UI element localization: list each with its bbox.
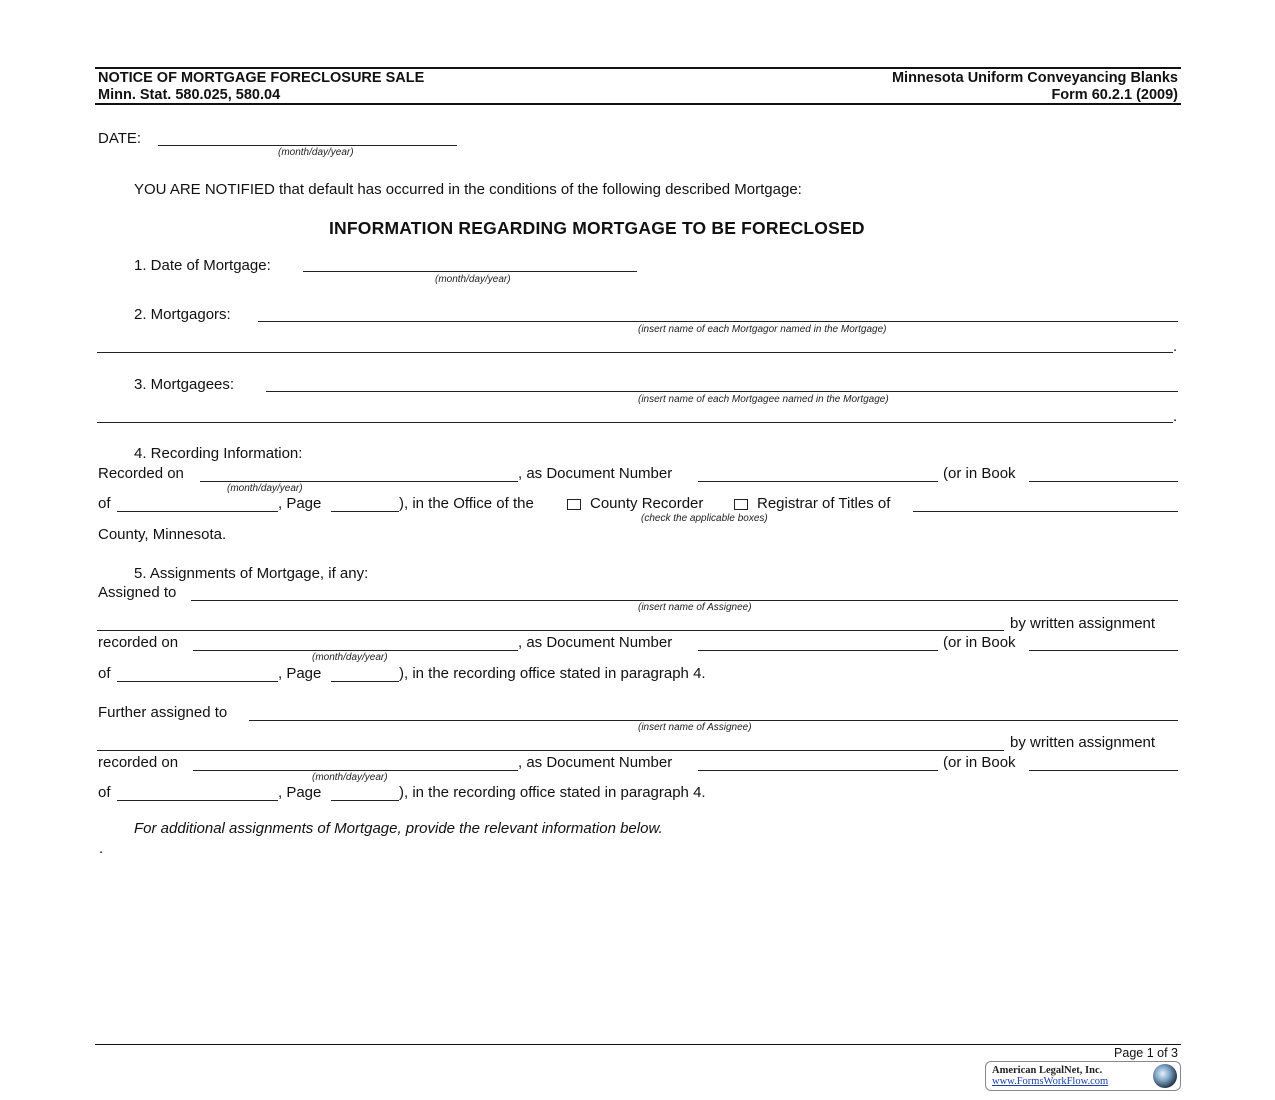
as-document-number-label: , as Document Number <box>518 465 673 482</box>
header-top-rule <box>95 67 1181 69</box>
header-bottom-rule <box>95 103 1181 105</box>
assignment-page-label: , Page <box>278 665 322 682</box>
book-input[interactable] <box>1029 481 1178 482</box>
assignee-hint: (insert name of Assignee) <box>638 602 752 613</box>
registrar-county-input[interactable] <box>913 511 1178 512</box>
or-in-book-label: (or in Book <box>943 465 1016 482</box>
notice-text: YOU ARE NOTIFIED that default has occurred in the conditions of the following described Mortgage: <box>134 181 802 198</box>
date-label: DATE: <box>98 130 142 147</box>
further-of-label: of <box>98 784 111 801</box>
american-legalnet-badge[interactable] <box>985 1061 1181 1091</box>
assignment-doc-number-input[interactable] <box>698 650 938 651</box>
assignment-or-in-book-label: (or in Book <box>943 634 1016 651</box>
mortgagors-input-line2[interactable] <box>97 352 1173 353</box>
assignments-label: 5. Assignments of Mortgage, if any: <box>134 565 369 582</box>
assigned-to-label: Assigned to <box>98 584 177 601</box>
further-assignee-input-line2[interactable] <box>97 750 1004 751</box>
section-title: INFORMATION REGARDING MORTGAGE TO BE FORECLOSED <box>329 218 865 238</box>
book-of-input[interactable] <box>117 511 278 512</box>
assignment-recorded-on-input[interactable] <box>193 650 518 651</box>
mortgagees-period: . <box>1173 408 1178 425</box>
assignment-recording-office-label: ), in the recording office stated in paragraph 4. <box>399 665 706 682</box>
mortgagees-input-line1[interactable] <box>266 391 1178 392</box>
registrar-checkbox[interactable] <box>734 499 748 510</box>
county-recorder-checkbox[interactable] <box>567 499 581 510</box>
county-minnesota-label: County, Minnesota. <box>98 526 227 543</box>
mortgagors-hint: (insert name of each Mortgagor named in the Mortgage) <box>638 324 887 335</box>
registrar-label: Registrar of Titles of <box>757 495 891 512</box>
date-input[interactable] <box>158 145 457 146</box>
assignment-book-of-input[interactable] <box>117 681 278 682</box>
mortgagors-input-line1[interactable] <box>258 321 1178 322</box>
date-of-mortgage-hint: (month/day/year) <box>435 274 511 285</box>
mortgagees-input-line2[interactable] <box>97 422 1173 423</box>
mortgagees-hint: (insert name of each Mortgagee named in the Mortgage) <box>638 394 889 405</box>
further-recording-office-label: ), in the recording office stated in paragraph 4. <box>399 784 706 801</box>
globe-logo-icon <box>1153 1064 1177 1088</box>
page-input[interactable] <box>331 511 399 512</box>
assignment-doc-number-label: , as Document Number <box>518 634 673 651</box>
form-number: Form 60.2.1 (2009) <box>1051 87 1178 103</box>
date-of-mortgage-label: 1. Date of Mortgage: <box>134 257 271 274</box>
statute-reference: Minn. Stat. 580.025, 580.04 <box>98 87 281 103</box>
additional-assignments-note: For additional assignments of Mortgage, provide the relevant information below. <box>134 820 663 837</box>
further-assigned-to-label: Further assigned to <box>98 704 228 721</box>
further-assignee-hint: (insert name of Assignee) <box>638 722 752 733</box>
document-number-input[interactable] <box>698 481 938 482</box>
further-doc-number-input[interactable] <box>698 770 938 771</box>
assignment-recorded-on-label: recorded on <box>98 634 179 651</box>
further-book-of-input[interactable] <box>117 800 278 801</box>
assignment-of-label: of <box>98 665 111 682</box>
recorded-on-label: Recorded on <box>98 465 184 482</box>
further-assignee-input-line1[interactable] <box>249 720 1178 721</box>
page-label: , Page <box>278 495 322 512</box>
further-page-label: , Page <box>278 784 322 801</box>
further-recorded-on-label: recorded on <box>98 754 179 771</box>
further-page-input[interactable] <box>331 800 399 801</box>
assignment-date-hint: (month/day/year) <box>312 652 388 663</box>
company-name: American LegalNet, Inc. <box>992 1065 1103 1076</box>
recorded-on-input[interactable] <box>200 481 518 482</box>
stray-period: . <box>99 840 104 857</box>
further-book-input[interactable] <box>1029 770 1178 771</box>
date-hint: (month/day/year) <box>278 147 354 158</box>
mortgagors-label: 2. Mortgagors: <box>134 306 231 323</box>
mortgagees-label: 3. Mortgagees: <box>134 376 235 393</box>
mortgagors-period: . <box>1173 338 1178 355</box>
forms-workflow-link[interactable]: www.FormsWorkFlow.com <box>992 1076 1109 1087</box>
assignee-input-line2[interactable] <box>97 630 1004 631</box>
check-boxes-hint: (check the applicable boxes) <box>641 513 768 524</box>
date-of-mortgage-input[interactable] <box>303 271 637 272</box>
further-recorded-on-input[interactable] <box>193 770 518 771</box>
county-recorder-label: County Recorder <box>590 495 704 512</box>
further-doc-number-label: , as Document Number <box>518 754 673 771</box>
recording-info-label: 4. Recording Information: <box>134 445 303 462</box>
page-number: Page 1 of 3 <box>1114 1046 1178 1060</box>
form-series: Minnesota Uniform Conveyancing Blanks <box>891 70 1178 86</box>
further-by-written-assignment-label: by written assignment <box>1010 734 1156 751</box>
recorded-on-hint: (month/day/year) <box>227 483 303 494</box>
office-of-label: ), in the Office of the <box>399 495 534 512</box>
of-label: of <box>98 495 111 512</box>
assignment-book-input[interactable] <box>1029 650 1178 651</box>
footer-rule <box>95 1044 1181 1045</box>
assignment-page-input[interactable] <box>331 681 399 682</box>
assignee-input-line1[interactable] <box>191 600 1178 601</box>
form-title: NOTICE OF MORTGAGE FORECLOSURE SALE <box>98 70 425 86</box>
by-written-assignment-label: by written assignment <box>1010 615 1156 632</box>
further-date-hint: (month/day/year) <box>312 772 388 783</box>
further-or-in-book-label: (or in Book <box>943 754 1016 771</box>
